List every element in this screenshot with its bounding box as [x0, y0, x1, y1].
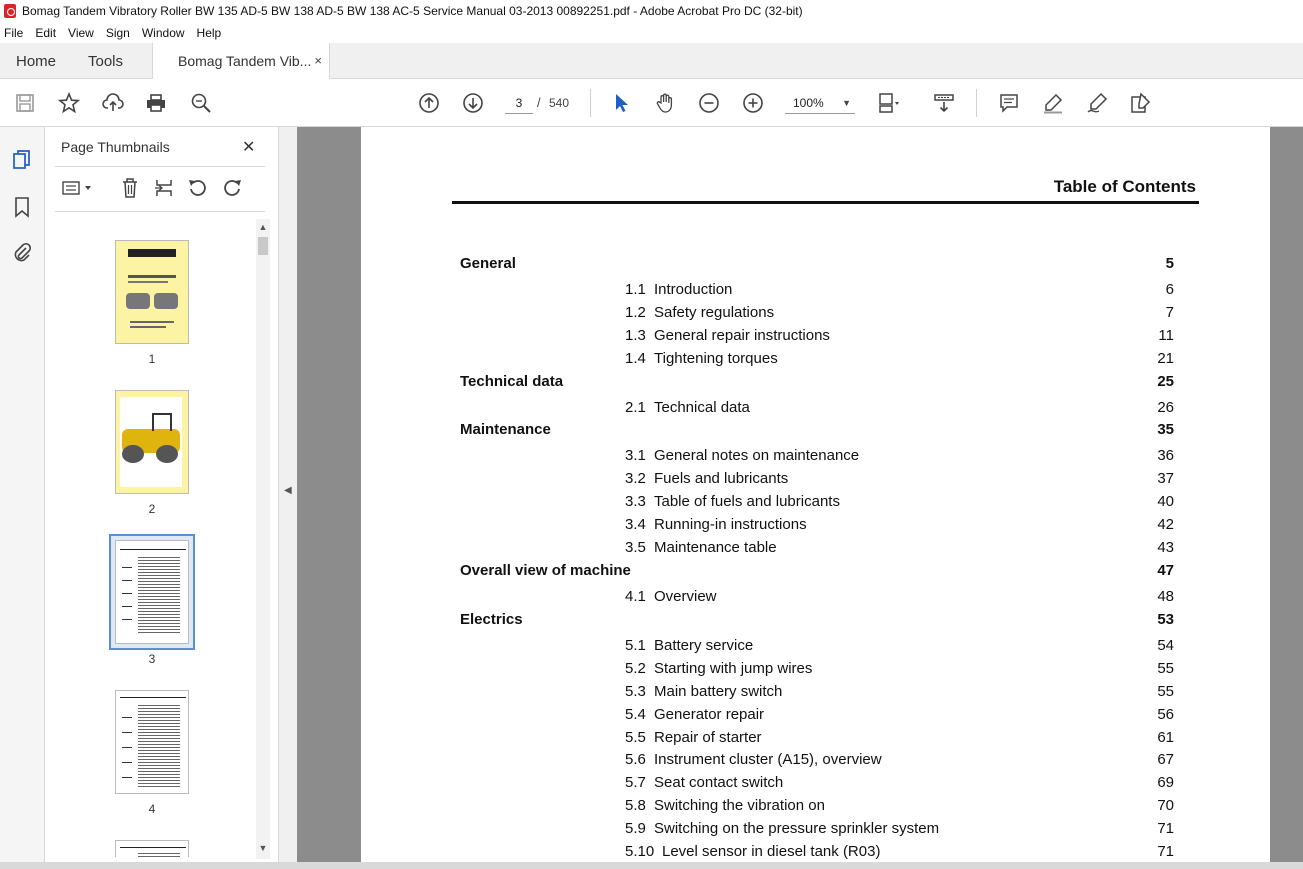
toc-chapter-title: Maintenance [460, 421, 551, 438]
toc-section-title: Introduction [654, 281, 733, 298]
search-zoom-icon[interactable] [189, 91, 213, 115]
toc-section-title: Running-in instructions [654, 516, 807, 533]
thumbnail-page-3[interactable] [115, 540, 189, 666]
menu-window[interactable]: Window [141, 25, 185, 40]
toc-chapter-row[interactable] [361, 255, 1270, 275]
toc-section-row[interactable] [361, 281, 1270, 301]
left-rail [0, 127, 45, 869]
toc-chapter-title: Electrics [460, 611, 523, 628]
zoom-value: 100% [793, 96, 824, 110]
bookmark-icon[interactable] [10, 195, 34, 219]
toc-section-number: 5.9 [625, 820, 646, 837]
roller-frame [152, 413, 172, 431]
thumbnail-label: 2 [148, 502, 156, 516]
text-line [120, 697, 186, 698]
tab-tools[interactable]: Tools [88, 53, 124, 70]
toc-section-title: Seat contact switch [654, 774, 784, 791]
toc-section-row[interactable] [361, 660, 1270, 680]
scroll-down-icon[interactable]: ▼ [258, 843, 268, 853]
toc-page-number: 69 [1157, 774, 1174, 791]
thumbnail-list [45, 217, 255, 857]
zoom-out-icon[interactable] [697, 91, 721, 115]
toc-section-title: Repair of starter [654, 729, 762, 746]
toc-section-title: Table of fuels and lubricants [654, 493, 840, 510]
toc-section-title: Safety regulations [654, 304, 775, 321]
toc-page-number: 37 [1157, 470, 1174, 487]
toc-section-row[interactable] [361, 327, 1270, 347]
comment-icon[interactable] [997, 91, 1021, 115]
thumbnail-page-2[interactable] [115, 390, 189, 516]
rotate-left-icon[interactable] [187, 177, 209, 199]
toc-page-number: 56 [1157, 706, 1174, 723]
page-number-input[interactable]: 3 [505, 92, 533, 114]
toc-section-title: General repair instructions [654, 327, 830, 344]
page-separator: / [537, 95, 541, 110]
document-viewport[interactable] [297, 127, 1303, 862]
toc-chapters [122, 555, 132, 625]
toc-page-number: 42 [1157, 516, 1174, 533]
chevron-down-icon: ▼ [842, 98, 851, 108]
toc-lines [138, 703, 180, 787]
toc-chapter-row[interactable] [361, 421, 1270, 441]
toolbar-divider [590, 89, 591, 117]
toc-lines [138, 555, 180, 635]
toc-section-row[interactable] [361, 447, 1270, 467]
toc-lines [138, 851, 180, 857]
page-up-icon[interactable] [417, 91, 441, 115]
toc-page-number: 35 [1157, 421, 1174, 438]
toc-page-number: 11 [1158, 327, 1174, 344]
collapse-panel-icon[interactable]: ◀ [284, 485, 292, 496]
menu-sign[interactable]: Sign [105, 25, 130, 40]
toc-section-row[interactable] [361, 539, 1270, 559]
toc-page-number: 70 [1157, 797, 1174, 814]
title-bar [0, 0, 1303, 22]
heading-rule [452, 201, 1199, 204]
toc-page-number: 54 [1157, 637, 1174, 654]
save-icon[interactable] [13, 91, 37, 115]
toc-chapter-row[interactable] [361, 562, 1270, 582]
toc-page-number: 26 [1157, 399, 1174, 416]
panel-splitter[interactable] [278, 127, 297, 869]
toc-section-number: 2.1 [625, 399, 646, 416]
toc-section-title: Maintenance table [654, 539, 777, 556]
toc-page-number: 55 [1157, 683, 1174, 700]
text-line [120, 847, 186, 848]
insert-page-icon[interactable] [153, 177, 175, 199]
toc-page-number: 67 [1157, 751, 1174, 768]
toc-section-row[interactable] [361, 588, 1270, 608]
toc-section-title: Switching on the pressure sprinkler system [654, 820, 940, 837]
toc-section-number: 4.1 [625, 588, 646, 605]
toc-section-number: 5.8 [625, 797, 646, 814]
thumbnail-page-5[interactable] [115, 840, 189, 857]
toc-page-number: 43 [1157, 539, 1174, 556]
toc-chapter-title: Overall view of machine [460, 562, 631, 579]
page-total: 540 [549, 96, 570, 110]
toc-section-number: 3.1 [625, 447, 646, 464]
toc-chapter-row[interactable] [361, 611, 1270, 631]
toc-section-row[interactable] [361, 683, 1270, 703]
toc-section-number: 1.1 [625, 281, 646, 298]
menu-file[interactable]: File [4, 25, 24, 40]
delete-icon[interactable] [119, 177, 141, 199]
toc-section-title: Instrument cluster (A15), overview [654, 751, 882, 768]
highlight-icon[interactable] [1041, 91, 1065, 115]
toc-page-number: 6 [1165, 281, 1174, 298]
text-line [120, 549, 186, 550]
toc-section-number: 5.2 [625, 660, 646, 677]
toc-section-number: 1.2 [625, 304, 646, 321]
toc-page-number: 7 [1165, 304, 1174, 321]
toc-page-number: 71 [1157, 843, 1174, 860]
tab-close-icon[interactable]: × [314, 53, 322, 68]
toolbar-divider [976, 89, 977, 117]
toc-section-row[interactable] [361, 350, 1270, 370]
select-cursor-icon[interactable] [609, 91, 633, 115]
pdf-page [361, 127, 1270, 862]
toc-section-number: 5.4 [625, 706, 646, 723]
zoom-select[interactable] [785, 92, 855, 114]
text-line [130, 326, 166, 328]
toc-section-row[interactable] [361, 493, 1270, 513]
close-icon[interactable]: ✕ [242, 139, 256, 156]
print-icon[interactable] [144, 91, 168, 115]
toc-chapter-title: General [460, 255, 516, 272]
toc-page-number: 61 [1157, 729, 1174, 746]
toc-section-number: 5.1 [625, 637, 646, 654]
toc-page-number: 71 [1157, 820, 1174, 837]
menu-help[interactable]: Help [196, 25, 222, 40]
toc-section-title: Generator repair [654, 706, 765, 723]
thumbnail-toolbar [55, 175, 265, 203]
toc-section-row[interactable] [361, 843, 1270, 862]
draw-icon[interactable] [1085, 91, 1109, 115]
toc-section-title: Fuels and lubricants [654, 470, 789, 487]
thumbnail-image [115, 540, 189, 644]
toc-section-number: 3.4 [625, 516, 646, 533]
thumbnail-options-icon[interactable] [61, 177, 95, 199]
toc-section-number: 1.3 [625, 327, 646, 344]
thumbnail-image [115, 840, 189, 857]
page-down-icon[interactable] [461, 91, 485, 115]
menu-edit[interactable]: Edit [35, 25, 57, 40]
toc-section-row[interactable] [361, 304, 1270, 324]
divider [55, 211, 265, 212]
divider [55, 166, 265, 167]
panel-title: Page Thumbnails [61, 139, 170, 155]
roller-drum [122, 445, 144, 463]
toc-section-row[interactable] [361, 516, 1270, 536]
roller-drum [156, 445, 178, 463]
tab-bar [0, 43, 1303, 79]
rotate-right-icon[interactable] [221, 177, 243, 199]
toc-section-number: 1.4 [625, 350, 646, 367]
bookmark-star-icon[interactable] [57, 91, 81, 115]
toc-page-number: 48 [1157, 588, 1174, 605]
thumbnail-label: 4 [148, 802, 156, 816]
toc-section-title: Technical data [654, 399, 750, 416]
roller-image [126, 293, 150, 309]
thumbnails-panel [45, 127, 278, 869]
main-toolbar [0, 79, 1303, 127]
taskbar-strip [0, 862, 1303, 869]
toc-section-row[interactable] [361, 706, 1270, 726]
toc-section-title: Battery service [654, 637, 754, 654]
attachment-icon[interactable] [10, 241, 34, 265]
toc-section-title: Level sensor in diesel tank (R03) [662, 843, 881, 860]
acrobat-icon [4, 4, 16, 18]
toc-section-number: 5.7 [625, 774, 646, 791]
toc-page-number: 55 [1157, 660, 1174, 677]
logo-bar [128, 249, 176, 257]
toc-section-number: 5.6 [625, 751, 646, 768]
toc-section-title: Switching the vibration on [654, 797, 825, 814]
toc-section-number: 3.5 [625, 539, 646, 556]
tab-document[interactable] [152, 43, 330, 79]
tab-document-label: Bomag Tandem Vib... [178, 53, 312, 69]
page-heading: Table of Contents [1053, 177, 1196, 196]
window-title: Bomag Tandem Vibratory Roller BW 135 AD-5 BW 138 AD-5 BW 138 AC-5 Service Manual 03-2013 00892251.pdf - Adobe Acrobat Pro DC (32-bit) [22, 4, 803, 18]
toc-section-number: 5.3 [625, 683, 646, 700]
thumbnail-page-1[interactable] [115, 240, 189, 366]
toc-section-row[interactable] [361, 470, 1270, 490]
thumbnail-label: 3 [148, 652, 156, 666]
toc-chapter-title: Technical data [460, 373, 564, 390]
toc-section-number: 3.2 [625, 470, 646, 487]
toc-section-title: Tightening torques [654, 350, 778, 367]
fill-sign-icon[interactable] [1128, 91, 1152, 115]
toc-section-row[interactable] [361, 729, 1270, 749]
toc-section-title: Overview [654, 588, 717, 605]
toc-section-number: 5.10 [625, 843, 655, 860]
toc-chapters [122, 703, 132, 779]
fit-page-icon[interactable] [876, 91, 900, 115]
toc-section-row[interactable] [361, 751, 1270, 771]
toc-section-row[interactable] [361, 820, 1270, 840]
toc-page-number: 21 [1157, 350, 1174, 367]
upload-icon[interactable] [101, 91, 125, 115]
toc-page-number: 40 [1157, 493, 1174, 510]
zoom-in-icon[interactable] [741, 91, 765, 115]
roller-image [154, 293, 178, 309]
thumbnail-image [115, 690, 189, 794]
menu-view[interactable]: View [68, 25, 94, 40]
toc-section-title: General notes on maintenance [654, 447, 860, 464]
toc-section-title: Main battery switch [654, 683, 783, 700]
thumbnail-scrollbar[interactable] [256, 219, 270, 859]
thumbnail-page-4[interactable] [115, 690, 189, 816]
toc-section-number: 5.5 [625, 729, 646, 746]
menu-bar [0, 22, 1303, 43]
text-line [128, 281, 168, 283]
toc-page-number: 36 [1157, 447, 1174, 464]
thumbnail-label: 1 [148, 352, 156, 366]
toc-section-row[interactable] [361, 637, 1270, 657]
toc-section-row[interactable] [361, 774, 1270, 794]
scroll-up-icon[interactable]: ▲ [258, 222, 268, 232]
scroll-mode-icon[interactable] [932, 91, 956, 115]
toc-chapter-row[interactable] [361, 373, 1270, 393]
toc-section-row[interactable] [361, 399, 1270, 419]
text-line [130, 321, 174, 323]
toc-section-number: 3.3 [625, 493, 646, 510]
pages-icon[interactable] [10, 148, 34, 172]
toc-section-title: Starting with jump wires [654, 660, 813, 677]
toc-page-number: 47 [1157, 562, 1174, 579]
scrollbar-thumb[interactable] [258, 237, 268, 255]
tab-home[interactable]: Home [16, 53, 57, 70]
toc-page-number: 5 [1165, 255, 1174, 272]
thumbnail-image [115, 390, 189, 494]
hand-icon[interactable] [653, 91, 677, 115]
text-line [128, 275, 176, 278]
thumbnail-image [115, 240, 189, 344]
toc-section-row[interactable] [361, 797, 1270, 817]
toc-page-number: 25 [1157, 373, 1174, 390]
toc-page-number: 53 [1157, 611, 1174, 628]
